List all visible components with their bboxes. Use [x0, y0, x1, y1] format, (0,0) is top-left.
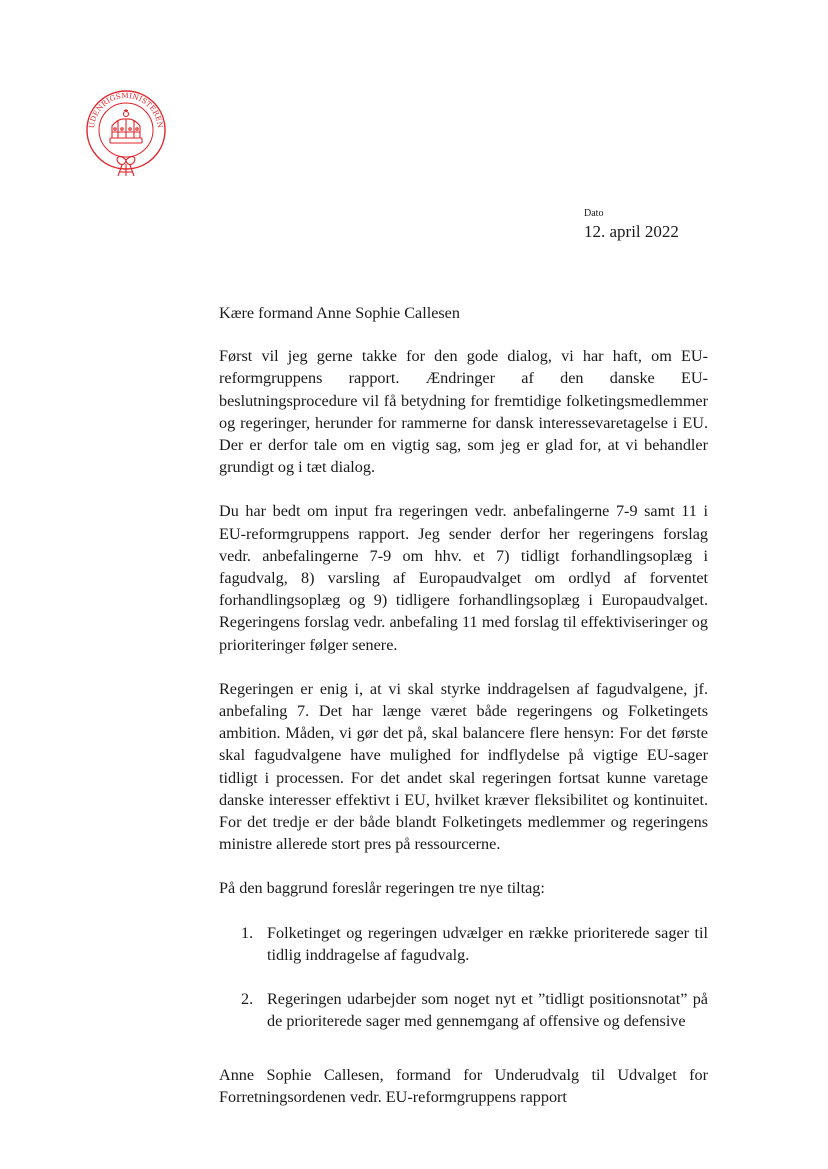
list-item-text: Regeringen udarbejder som noget nyt et ”tidligt positionsnotat” på de prioriterede sager med gennemgang af offensive og defensive [267, 990, 708, 1031]
date-block [584, 208, 679, 243]
list-item [219, 922, 708, 966]
svg-text:UDENRIGSMINISTEREN: UDENRIGSMINISTEREN [86, 90, 166, 129]
salutation: Kære formand Anne Sophie Callesen [219, 304, 460, 322]
list-item-text: Folketinget og regeringen udvælger en række prioriterede sager til tidlig inddragelse af fagudvalg. [267, 923, 708, 964]
crown-seal-icon [84, 88, 168, 180]
list-number: 1. [241, 923, 254, 942]
proposal-list [219, 922, 708, 1033]
date-value: 12. april 2022 [584, 222, 679, 241]
paragraph: Du har bedt om input fra regeringen vedr. anbefalingerne 7-9 samt 11 i EU-reformgruppens rapport. Jeg sender derfor her regeringens forslag vedr. anbefalingerne 7-9 om hhv. et 7) tidligt forhandlingsoplæg i fagudvalg, 8) varsling af Europaudvalget om ordlyd af forventet forhandlingsoplæg og 9) tidligere forhandlingsoplæg i Europaudvalget. Regeringens forslag vedr. anbefaling 11 med forslag til effektiviseringer og prioriteringer følger senere. [219, 502, 708, 654]
date-label: Dato [584, 208, 604, 219]
letter-body [219, 302, 708, 1054]
list-item [219, 988, 708, 1032]
paragraph: Først vil jeg gerne takke for den gode dialog, vi har haft, om EU-reformgruppens rapport. Ændringer af den danske EU-beslutningsprocedure vil få betydning for fremtidige folketingsmedlemmer og regeringer, herunder for rammerne for dansk interessevaretagelse i EU. Der er derfor tale om en vigtig sag, som jeg er glad for, at vi behandler grundigt og i tæt dialog. [219, 347, 708, 477]
recipient-footer: Anne Sophie Callesen, formand for Underudvalg til Udvalget for Forretningsordenen vedr. EU-reformgruppens rapport [219, 1066, 708, 1107]
paragraph: På den baggrund foreslår regeringen tre nye tiltag: [219, 879, 545, 898]
paragraph: Regeringen er enig i, at vi skal styrke inddragelsen af fagudvalgene, jf. anbefaling 7. Det har længe været både regeringens og Folketingets ambition. Måden, vi gør det på, skal balancere flere hensyn: For det første skal fagudvalgene have mulighed for indflydelse på vigtige EU-sager tidligt i processen. For det andet skal regeringen fortsat kunne varetage danske interesser effektivt i EU, hvilket kræver fleksibilitet og kontinuitet. For det tredje er der både blandt Folketingets medlemmer og regeringens ministre allerede stort pres på ressourcerne. [219, 679, 708, 854]
list-number: 2. [241, 990, 254, 1009]
